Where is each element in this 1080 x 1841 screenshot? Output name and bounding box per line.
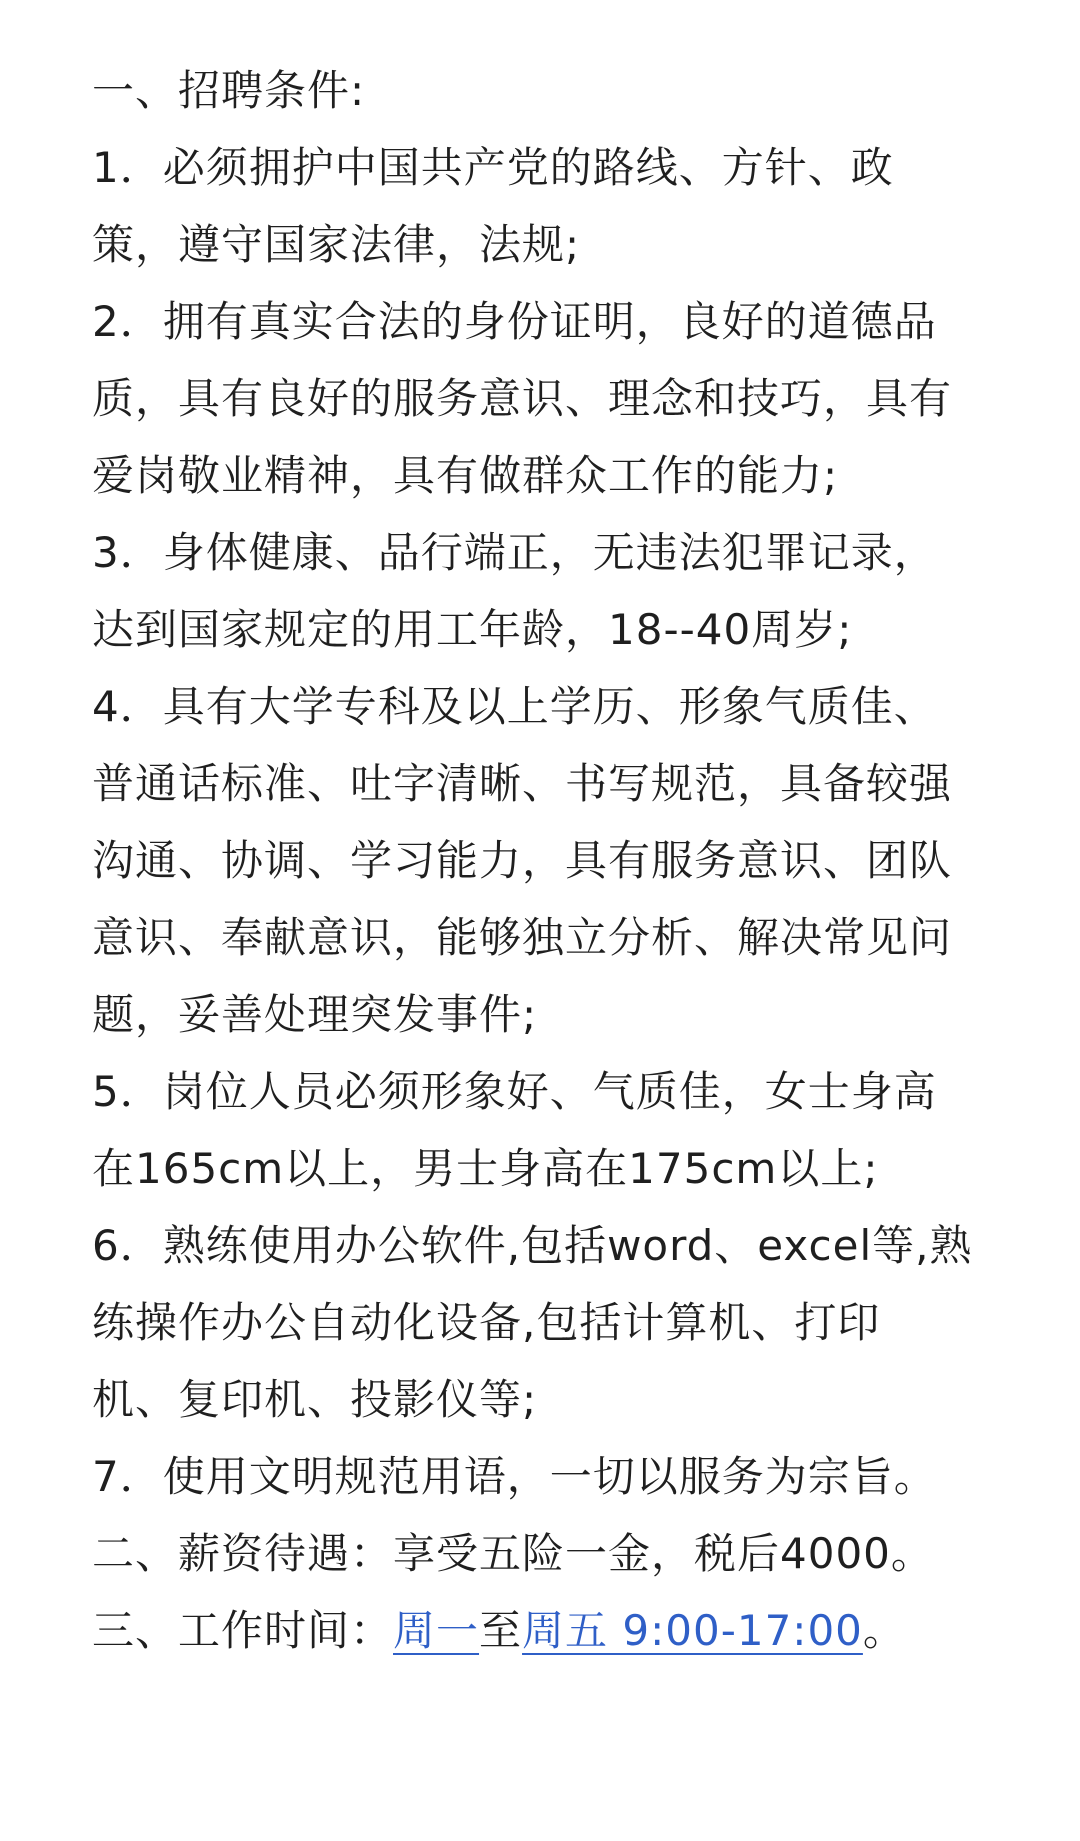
section-worktime <box>92 1592 1012 1669</box>
section-title-conditions: 一、招聘条件: <box>92 66 366 115</box>
condition-2-line-3: 爱岗敬业精神，具有做群众工作的能力; <box>92 451 839 500</box>
condition-2-line-1: 2．拥有真实合法的身份证明，良好的道德品 <box>92 297 937 346</box>
condition-6-line-2: 练操作办公自动化设备,包括计算机、打印 <box>92 1298 881 1347</box>
condition-7-line-1: 7．使用文明规范用语，一切以服务为宗旨。 <box>92 1452 937 1501</box>
condition-4-line-2: 普通话标准、吐字清晰、书写规范，具备较强 <box>92 759 953 808</box>
recruitment-text <box>92 52 1012 1669</box>
worktime-suffix: 。 <box>862 1606 906 1655</box>
condition-1-line-1: 1．必须拥护中国共产党的路线、方针、政 <box>92 143 894 192</box>
condition-4-line-4: 意识、奉献意识，能够独立分析、解决常见问 <box>92 913 953 962</box>
condition-6-line-3: 机、复印机、投影仪等; <box>92 1375 538 1424</box>
condition-3-line-2: 达到国家规定的用工年龄，18--40周岁; <box>92 605 853 654</box>
weekday-link-monday[interactable]: 周一 <box>393 1606 480 1655</box>
worktime-prefix: 三、工作时间： <box>92 1606 394 1655</box>
condition-5-line-2: 在165cm以上，男士身高在175cm以上; <box>92 1144 879 1193</box>
worktime-middle: 至 <box>479 1606 523 1655</box>
condition-2-line-2: 质，具有良好的服务意识、理念和技巧，具有 <box>92 374 953 423</box>
condition-4-line-3: 沟通、协调、学习能力，具有服务意识、团队 <box>92 836 953 885</box>
weekday-time-link-friday[interactable]: 周五 9:00-17:00 <box>522 1606 863 1655</box>
section-salary: 二、薪资待遇：享受五险一金，税后4000。 <box>92 1529 934 1578</box>
condition-1-line-2: 策，遵守国家法律，法规; <box>92 220 581 269</box>
condition-4-line-5: 题，妥善处理突发事件; <box>92 990 538 1039</box>
condition-3-line-1: 3．身体健康、品行端正，无违法犯罪记录， <box>92 528 937 577</box>
condition-4-line-1: 4．具有大学专科及以上学历、形象气质佳、 <box>92 682 937 731</box>
condition-5-line-1: 5．岗位人员必须形象好、气质佳，女士身高 <box>92 1067 937 1116</box>
condition-6-line-1: 6．熟练使用办公软件,包括word、excel等,熟 <box>92 1221 973 1270</box>
